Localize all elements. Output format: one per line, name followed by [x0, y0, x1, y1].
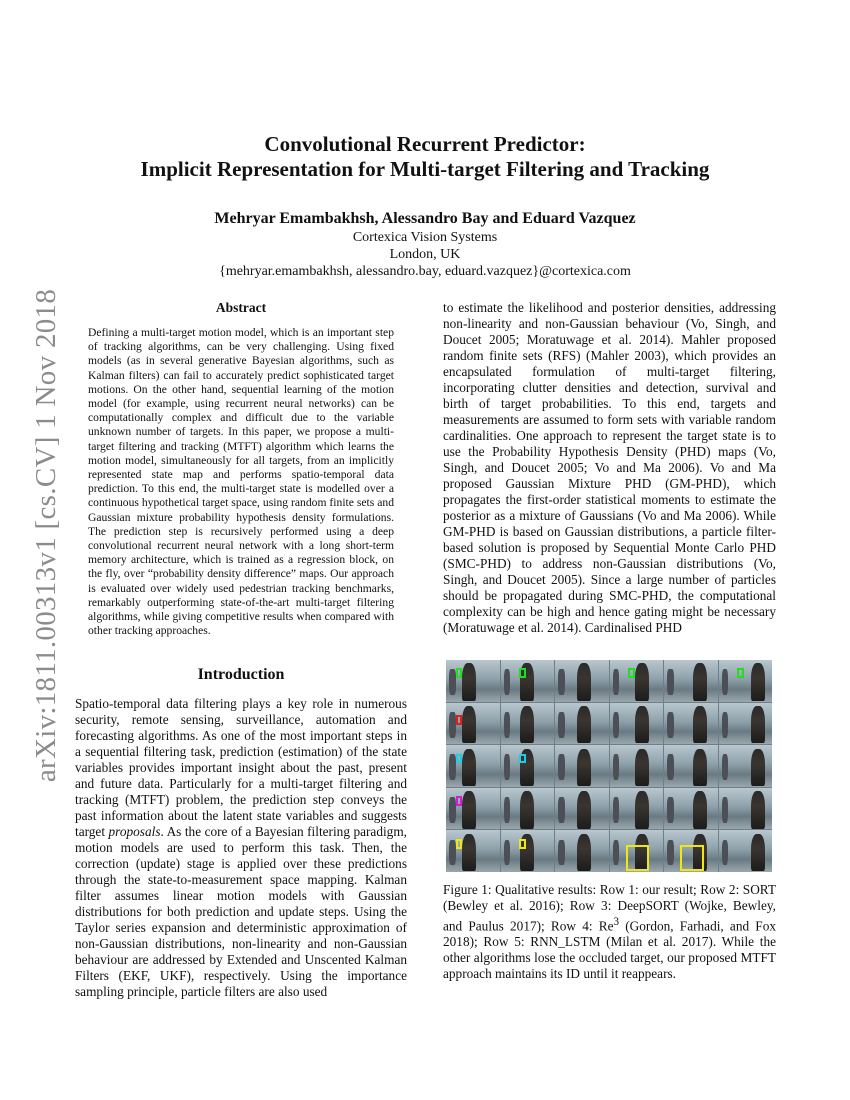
figure-frame — [555, 788, 609, 830]
occluding-person-shape — [577, 791, 591, 828]
tracking-bounding-box — [680, 845, 704, 871]
location: London, UK — [389, 247, 461, 262]
pedestrian-shape — [504, 712, 510, 738]
occluding-person-shape — [693, 791, 707, 828]
affiliation: Cortexica Vision Systems — [352, 230, 498, 245]
pedestrian-shape — [504, 754, 510, 780]
figure-frame — [610, 660, 664, 702]
pedestrian-shape — [722, 712, 728, 738]
pedestrian-shape — [667, 669, 673, 695]
occluding-person-shape — [751, 663, 765, 700]
figure-frame — [555, 830, 609, 872]
title-line-2: Implicit Representation for Multi-target Filtering and Tracking — [140, 157, 710, 181]
occluding-person-shape — [635, 749, 649, 786]
title-line-1: Convolutional Recurrent Predictor: — [264, 132, 586, 156]
occluding-person-shape — [462, 791, 476, 828]
pedestrian-shape — [504, 840, 510, 866]
pedestrian-shape — [667, 840, 673, 866]
figure-frame — [664, 830, 718, 872]
figure-frame — [719, 660, 773, 702]
figure-frame — [501, 745, 555, 787]
figure-frame — [664, 745, 718, 787]
emails: {mehryar.emambakhsh, alessandro.bay, eduard.vazquez}@cortexica.com — [219, 264, 631, 279]
tracking-bounding-box — [456, 715, 462, 725]
caption-part-2: (Gordon, Farhadi, and Fox 2018); Row 5: RNN_LSTM (Milan et al. 2017). While the other algorithms lose the occluded target, our proposed MTFT approach maintains its ID until it reappears. — [443, 918, 776, 982]
figure-frame — [664, 788, 718, 830]
pedestrian-shape — [558, 840, 564, 866]
pedestrian-shape — [558, 754, 564, 780]
pedestrian-shape — [558, 797, 564, 823]
figure-frame — [719, 788, 773, 830]
tracking-bounding-box — [456, 839, 462, 849]
pedestrian-shape — [613, 712, 619, 738]
pedestrian-shape — [504, 797, 510, 823]
figure-caption — [443, 882, 776, 982]
tracking-bounding-box — [519, 839, 525, 849]
pedestrian-shape — [667, 712, 673, 738]
occluding-person-shape — [635, 706, 649, 743]
occluding-person-shape — [693, 663, 707, 700]
figure-frame — [610, 745, 664, 787]
occluding-person-shape — [635, 663, 649, 700]
figure-frame — [501, 788, 555, 830]
caption-part-1: Figure 1: Qualitative results: Row 1: our result; Row 2: SORT (Bewley et al. 2016); Row 3: DeepSORT (Wojke, Bewley, and Paulus 2017); Row 4: Re — [443, 882, 776, 934]
figure-frame — [719, 830, 773, 872]
figure-frame — [555, 703, 609, 745]
tracking-bounding-box — [519, 754, 525, 764]
occluding-person-shape — [751, 834, 765, 871]
figure-frame — [446, 830, 500, 872]
title-block — [75, 132, 775, 280]
figure-frame — [664, 703, 718, 745]
tracking-bounding-box — [737, 668, 743, 678]
right-column — [443, 300, 776, 636]
figure-frame — [610, 703, 664, 745]
pedestrian-shape — [722, 797, 728, 823]
pedestrian-shape — [558, 712, 564, 738]
pedestrian-shape — [504, 669, 510, 695]
occluding-person-shape — [751, 791, 765, 828]
occluding-person-shape — [462, 749, 476, 786]
arxiv-sidebar — [26, 290, 68, 780]
pedestrian-shape — [667, 797, 673, 823]
occluding-person-shape — [751, 706, 765, 743]
figure-frame — [501, 660, 555, 702]
pedestrian-shape — [613, 840, 619, 866]
figure-frame — [446, 660, 500, 702]
caption-superscript: 3 — [613, 916, 620, 928]
occluding-person-shape — [693, 749, 707, 786]
pedestrian-shape — [558, 669, 564, 695]
occluding-person-shape — [462, 834, 476, 871]
figure-frame — [664, 660, 718, 702]
occluding-person-shape — [462, 706, 476, 743]
figure-frame — [610, 788, 664, 830]
tracking-bounding-box — [456, 796, 462, 806]
figure-frame — [446, 703, 500, 745]
occluding-person-shape — [577, 663, 591, 700]
right-column-text: to estimate the likelihood and posterior densities, addressing non-linearity and non-Gaussian behaviour (Vo, Singh, and Doucet 2005; Moratuwage et al. 2014). Mahler proposed random finite sets (RFS) (Mahler 2003), which provides an encapsulated formulation of multi-target filtering, incorporating clutter densities and detection, survival and birth of target probabilities. To this end, targets and measurements are assumed to form sets with variable random cardinalities. One approach to represent the target state is to use the Probability Hypothesis Density (PHD) maps (Vo, Singh, and Doucet 2005; Vo and Ma 2006). Vo and Ma proposed Gaussian Mixture PHD (GM-PHD), which propagates the first-order statistical moments to estimate the posterior as a mixture of Gaussians (Vo and Ma 2006). While GM-PHD is based on Gaussian distributions, a particle filter-based solution is proposed by Sequential Monte Carlo PHD (SMC-PHD) to address non-Gaussian distributions (Vo, Singh, and Doucet 2005). Since a large number of particles should be propagated during SMC-PHD, the computational complexity can be high and hence gating might be necessary (Moratuwage et al. 2014). Cardinalised PHD — [443, 300, 776, 635]
pedestrian-shape — [722, 840, 728, 866]
occluding-person-shape — [751, 749, 765, 786]
tracking-bounding-box — [456, 668, 462, 678]
occluding-person-shape — [520, 706, 534, 743]
left-column — [75, 300, 407, 1000]
tracking-bounding-box — [628, 668, 634, 678]
pedestrian-shape — [613, 669, 619, 695]
occluding-person-shape — [520, 791, 534, 828]
occluding-person-shape — [462, 663, 476, 700]
pedestrian-shape — [613, 797, 619, 823]
authors: Mehryar Emambakhsh, Alessandro Bay and Eduard Vazquez — [214, 210, 636, 227]
introduction-text — [75, 696, 407, 1000]
occluding-person-shape — [577, 749, 591, 786]
figure-frame — [719, 703, 773, 745]
occluding-person-shape — [693, 706, 707, 743]
figure-frame — [555, 745, 609, 787]
figure-frame — [610, 830, 664, 872]
qualitative-results-figure — [446, 660, 772, 872]
intro-text-part-1: Spatio-temporal data filtering plays a key role in numerous security, remote sensing, surveillance, automation and forecasting algorithms. As one of the most important steps in a sequential filtering task, prediction (estimation) of the state variables provides important insight about the past, present and future data. Particularly for a multi-target filtering and tracking (MTFT) problem, the prediction step conveys the past information about the latent state variables and suggests target — [75, 696, 407, 840]
occluding-person-shape — [577, 706, 591, 743]
tracking-bounding-box — [519, 668, 525, 678]
abstract-heading: Abstract — [215, 300, 267, 315]
figure-frame — [501, 703, 555, 745]
figure-frame — [446, 788, 500, 830]
abstract-text: Defining a multi-target motion model, which is an important step of tracking algorithms, can be very challenging. Using fixed models (as in several generative Bayesian algorithms, such as Kalman filters) can fail to accurately predict sophisticated target motions. On the other hand, sequential learning of the motion model (for example, using recurrent neural networks) can be computationally complex and difficult due to the variable unknown number of targets. In this paper, we propose a multi-target filtering and tracking (MTFT) algorithm which learns the motion model, simultaneously for all targets, from an implicitly represented state map and performs spatio-temporal data prediction. To this end, the multi-target state is modelled over a continuous hypothetical target space, using random finite sets and Gaussian mixture probability hypothesis density formulations. The prediction step is recursively performed using a deep convolutional recurrent neural network with a long short-term memory architecture, which is trained as a regression block, on the fly, over “probability density difference” maps. Our approach is evaluated over widely used pedestrian tracking benchmarks, remarkably outperforming state-of-the-art multi-target filtering algorithms, while giving competitive results when compared with other tracking approaches. — [88, 326, 394, 638]
figure-frame — [501, 830, 555, 872]
intro-text-emphasis: proposals — [108, 824, 161, 840]
tracking-bounding-box — [456, 754, 462, 764]
arxiv-identifier: arXiv:1811.00313v1 [cs.CV] 1 Nov 2018 — [30, 288, 63, 782]
figure-frame — [446, 745, 500, 787]
pedestrian-shape — [667, 754, 673, 780]
occluding-person-shape — [635, 791, 649, 828]
introduction-heading: Introduction — [197, 666, 285, 684]
figure-frame — [719, 745, 773, 787]
paper-title — [75, 132, 775, 182]
intro-text-part-2: . As the core of a Bayesian filtering paradigm, motion models are used to perform this task. Then, the correction (update) stage is applied over these predictions through the state-to-measurement space mapping. Kalman filter assumes linear motion models with Gaussian distributions for both prediction and update steps. Using the Taylor series expansion and deterministic approximation of non-Gaussian distributions, non-linearity and non-Gaussian behaviour are addressed by Extended and Unscented Kalman Filters (EKF, UKF), respectively. Using the importance sampling principle, particle filters are also used — [75, 824, 407, 1000]
pedestrian-shape — [722, 669, 728, 695]
occluding-person-shape — [577, 834, 591, 871]
pedestrian-shape — [613, 754, 619, 780]
figure-frame — [555, 660, 609, 702]
pedestrian-shape — [722, 754, 728, 780]
tracking-bounding-box — [626, 845, 650, 871]
